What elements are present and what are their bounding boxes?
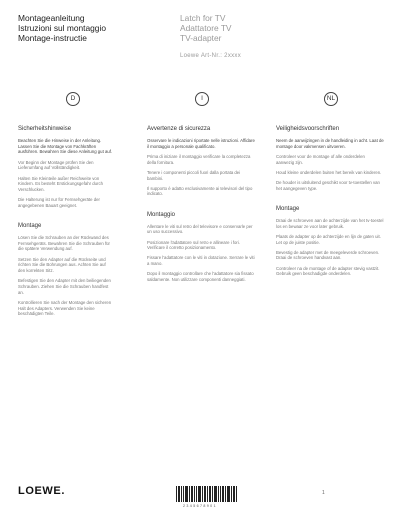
section-title-safety: Sicherheitshinweise bbox=[18, 126, 72, 132]
paragraph: Posizionare l'adattatore sul retro e allineare i fori. Verificare il corretto posizionamento. bbox=[147, 239, 241, 251]
paragraph: Plaats de adapter op de achterzijde en lijn de gaten uit. Let op de juiste positie. bbox=[276, 233, 381, 245]
product-name-italian: Adattatore TV bbox=[180, 22, 232, 33]
paragraph: Allentare le viti sul retro del televisore e conservarle per un uso successivo. bbox=[147, 223, 253, 235]
paragraph: Lösen Sie die Schrauben an der Rückwand des Fernsehgeräts. Bewahren Sie die Schrauben für die spätere Verwendung auf. bbox=[18, 235, 110, 252]
paragraph: Draai de schroeven aan de achterzijde van het tv-toestel los en bewaar ze voor later gebruik. bbox=[276, 217, 384, 229]
product-name-dutch: TV-adapter bbox=[180, 32, 222, 43]
title-dutch: Montage-instructie bbox=[18, 32, 87, 43]
product-name-german: Latch for TV bbox=[180, 13, 226, 23]
barcode-icon bbox=[176, 486, 238, 502]
page-number: 1 bbox=[322, 490, 325, 496]
paragraph: Beachten Sie die Hinweise in der Anleitung. Lassen Sie die Montage von Fachkräften ausführen. Bewahren Sie diese Anleitung gut auf. bbox=[18, 138, 113, 155]
title-german: Montageanleitung bbox=[18, 13, 85, 23]
paragraph: Houd kleine onderdelen buiten het bereik van kinderen. bbox=[276, 169, 382, 175]
section-title-safety: Avvertenze di sicurezza bbox=[147, 126, 211, 132]
loewe-logo: LOEWE. bbox=[18, 485, 65, 497]
language-badge-it: I bbox=[195, 92, 209, 106]
paragraph: Neem de aanwijzingen in de handleiding in acht. Laat de montage door vakmensen uitvoeren. bbox=[276, 138, 384, 149]
paragraph: Fissare l'adattatore con le viti in dotazione. Serrare le viti a mano. bbox=[147, 255, 255, 267]
paragraph: Dopo il montaggio controllare che l'adattatore sia fissato saldamente. Non utilizzare componenti danneggiati. bbox=[147, 271, 254, 283]
language-badge-nl: NL bbox=[324, 92, 338, 106]
paragraph: Setzen Sie den Adapter auf die Rückseite und richten Sie die Bohrungen aus. Achten Sie auf den korrekten Sitz. bbox=[18, 256, 106, 274]
column-dutch bbox=[276, 92, 386, 282]
article-number: Loewe Art-Nr.: 2xxxx bbox=[180, 53, 242, 60]
paragraph: De houder is uitsluitend geschikt voor tv-toestellen van het aangegeven type. bbox=[276, 180, 380, 191]
section-title-mounting: Montaggio bbox=[147, 211, 176, 218]
paragraph: Osservare le indicazioni riportate nelle istruzioni. Affidare il montaggio a personale qualificato. bbox=[147, 138, 255, 149]
paragraph: Prima di iniziare il montaggio verificare la completezza della fornitura. bbox=[147, 153, 251, 165]
document-header bbox=[18, 14, 388, 80]
title-block bbox=[18, 14, 168, 43]
language-badge-de: D bbox=[66, 92, 80, 106]
paragraph: Befestigen Sie den Adapter mit den beiliegenden Schrauben. Ziehen Sie die Schrauben handfest an. bbox=[18, 278, 111, 295]
column-italian bbox=[147, 92, 257, 287]
paragraph: Kontrollieren Sie nach der Montage den sicheren Halt des Adapters. Verwenden Sie keine beschädigten Teile. bbox=[18, 299, 112, 317]
document-number: 2 3 4 5 6 7 8 9 0 1 bbox=[183, 504, 216, 508]
column-german bbox=[18, 92, 128, 321]
paragraph: Controleer na de montage of de adapter stevig vastzit. Gebruik geen beschadigde onderdelen. bbox=[276, 265, 380, 277]
title-italian: Istruzioni sul montaggio bbox=[18, 22, 106, 33]
product-block bbox=[180, 14, 300, 62]
paragraph: Halten Sie Kleinteile außer Reichweite von Kindern. Es besteht Erstickungsgefahr durch Verschlucken. bbox=[18, 175, 104, 192]
section-title-mounting: Montage bbox=[276, 205, 300, 212]
section-title-safety: Veiligheidsvoorschriften bbox=[276, 126, 340, 132]
paragraph: Die Halterung ist nur für Fernsehgeräte der angegebenen Bauart geeignet. bbox=[18, 197, 100, 208]
paragraph: Tenere i componenti piccoli fuori dalla portata dei bambini. bbox=[147, 169, 241, 181]
paragraph: Controleer voor de montage of alle onderdelen aanwezig zijn. bbox=[276, 153, 365, 165]
paragraph: Il supporto è adatto esclusivamente ai televisori del tipo indicato. bbox=[147, 185, 253, 197]
paragraph: Vor Beginn der Montage prüfen Sie den Lieferumfang auf Vollständigkeit. bbox=[18, 159, 94, 171]
paragraph: Bevestig de adapter met de meegeleverde schroeven. Draai de schroeven handvast aan. bbox=[276, 249, 380, 261]
section-title-mounting: Montage bbox=[18, 223, 42, 230]
